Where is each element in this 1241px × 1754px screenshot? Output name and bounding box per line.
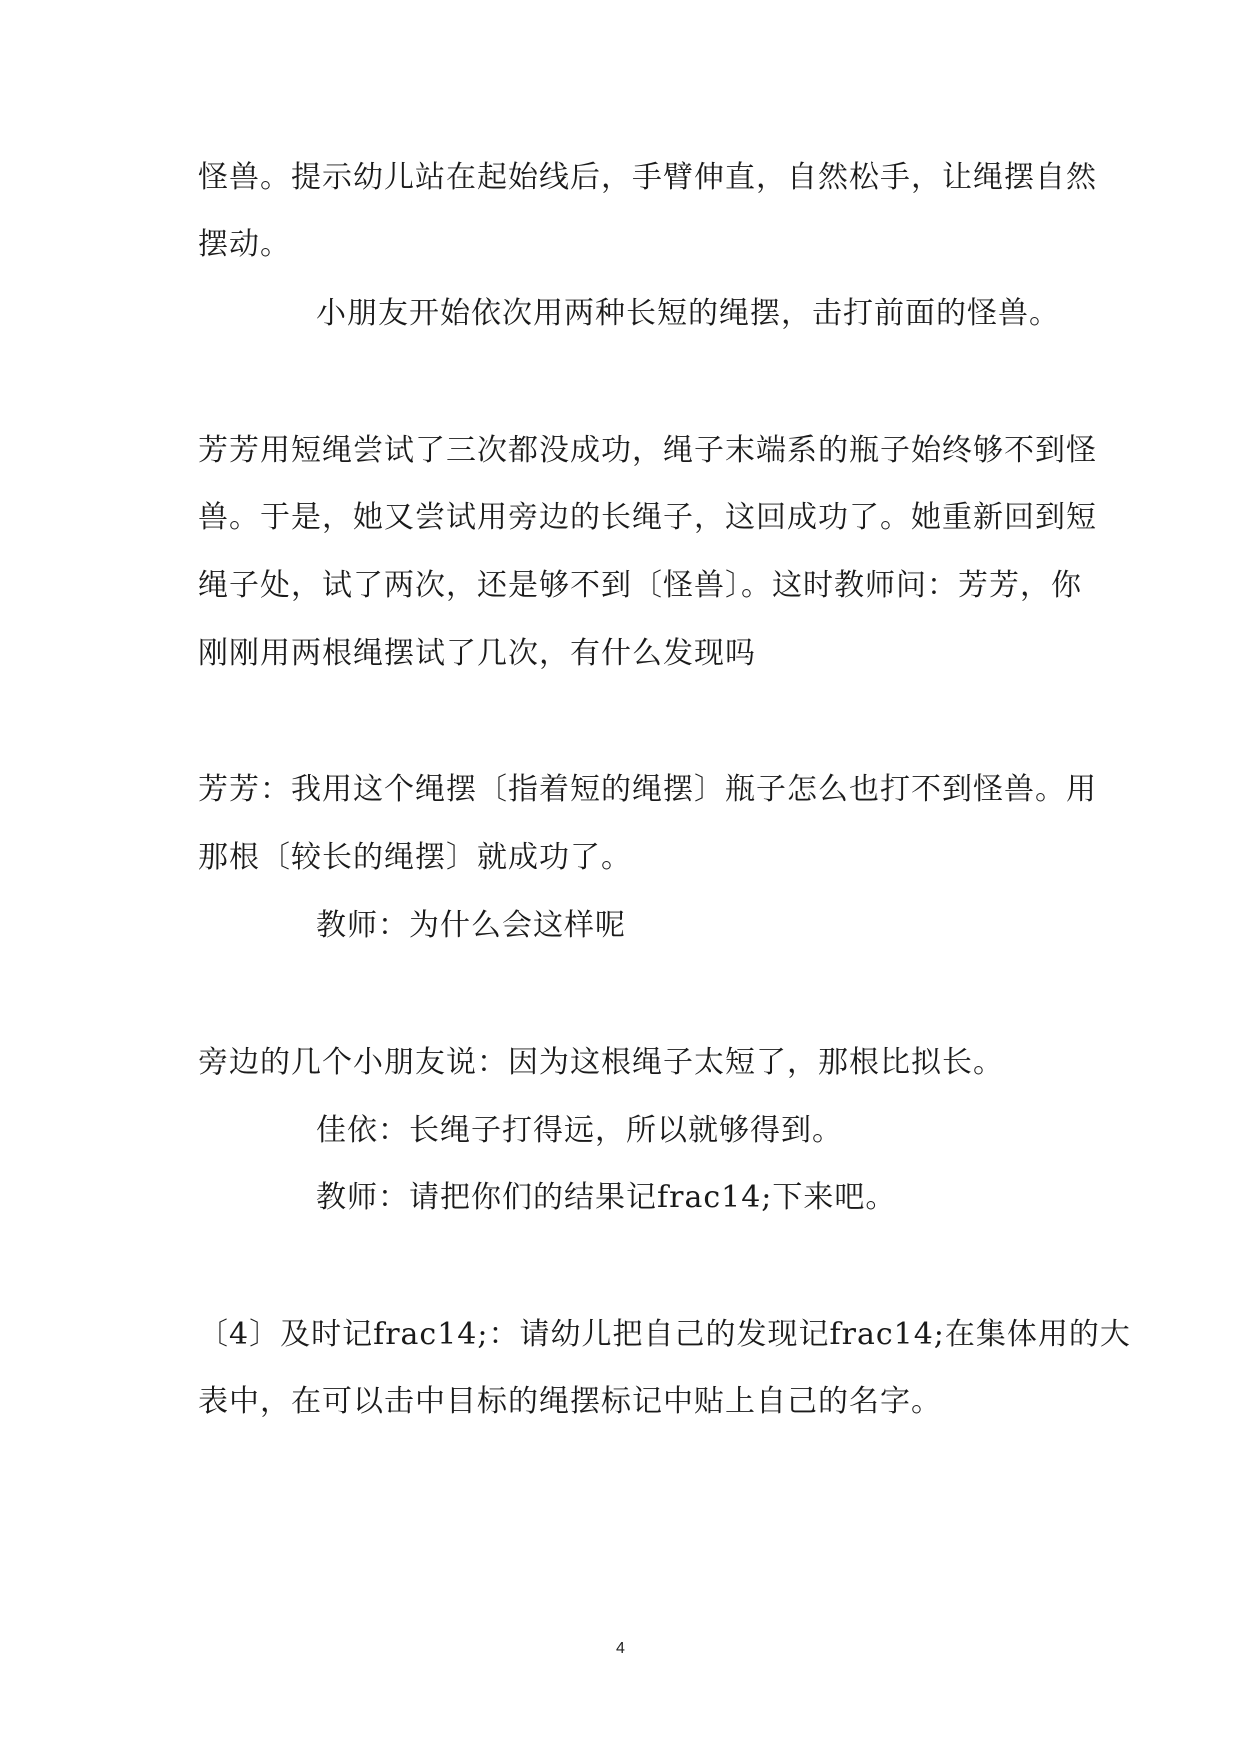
paragraph-line: 佳依：长绳子打得远，所以就够得到。: [316, 1113, 843, 1148]
paragraph-line: 表中，在可以击中目标的绳摆标记中贴上自己的名字。: [198, 1384, 942, 1419]
paragraph-line: 〔4〕及时记frac14;：请幼儿把自己的发现记frac14;在集体用的大: [198, 1317, 1131, 1352]
paragraph-line: 小朋友开始依次用两种长短的绳摆，击打前面的怪兽。: [316, 296, 1060, 331]
paragraph-line: 刚刚用两根绳摆试了几次，有什么发现吗: [198, 636, 756, 671]
paragraph-line: 旁边的几个小朋友说：因为这根绳子太短了，那根比拟长。: [198, 1045, 1004, 1080]
paragraph-line: 怪兽。提示幼儿站在起始线后，手臂伸直，自然松手，让绳摆自然: [198, 160, 1097, 195]
paragraph-line: 教师：为什么会这样呢: [316, 908, 626, 943]
paragraph-line: 那根〔较长的绳摆〕就成功了。: [198, 840, 632, 875]
paragraph-line: 摆动。: [198, 227, 291, 262]
paragraph-line: 芳芳：我用这个绳摆〔指着短的绳摆〕瓶子怎么也打不到怪兽。用: [198, 772, 1097, 807]
paragraph-line: 绳子处，试了两次，还是够不到〔怪兽〕。这时教师问：芳芳，你: [198, 568, 1082, 603]
page-number: 4: [616, 1640, 625, 1657]
paragraph-line: 芳芳用短绳尝试了三次都没成功，绳子末端系的瓶子始终够不到怪: [198, 433, 1097, 468]
paragraph-line: 教师：请把你们的结果记frac14;下来吧。: [316, 1180, 897, 1215]
paragraph-line: 兽。于是，她又尝试用旁边的长绳子，这回成功了。她重新回到短: [198, 500, 1097, 535]
